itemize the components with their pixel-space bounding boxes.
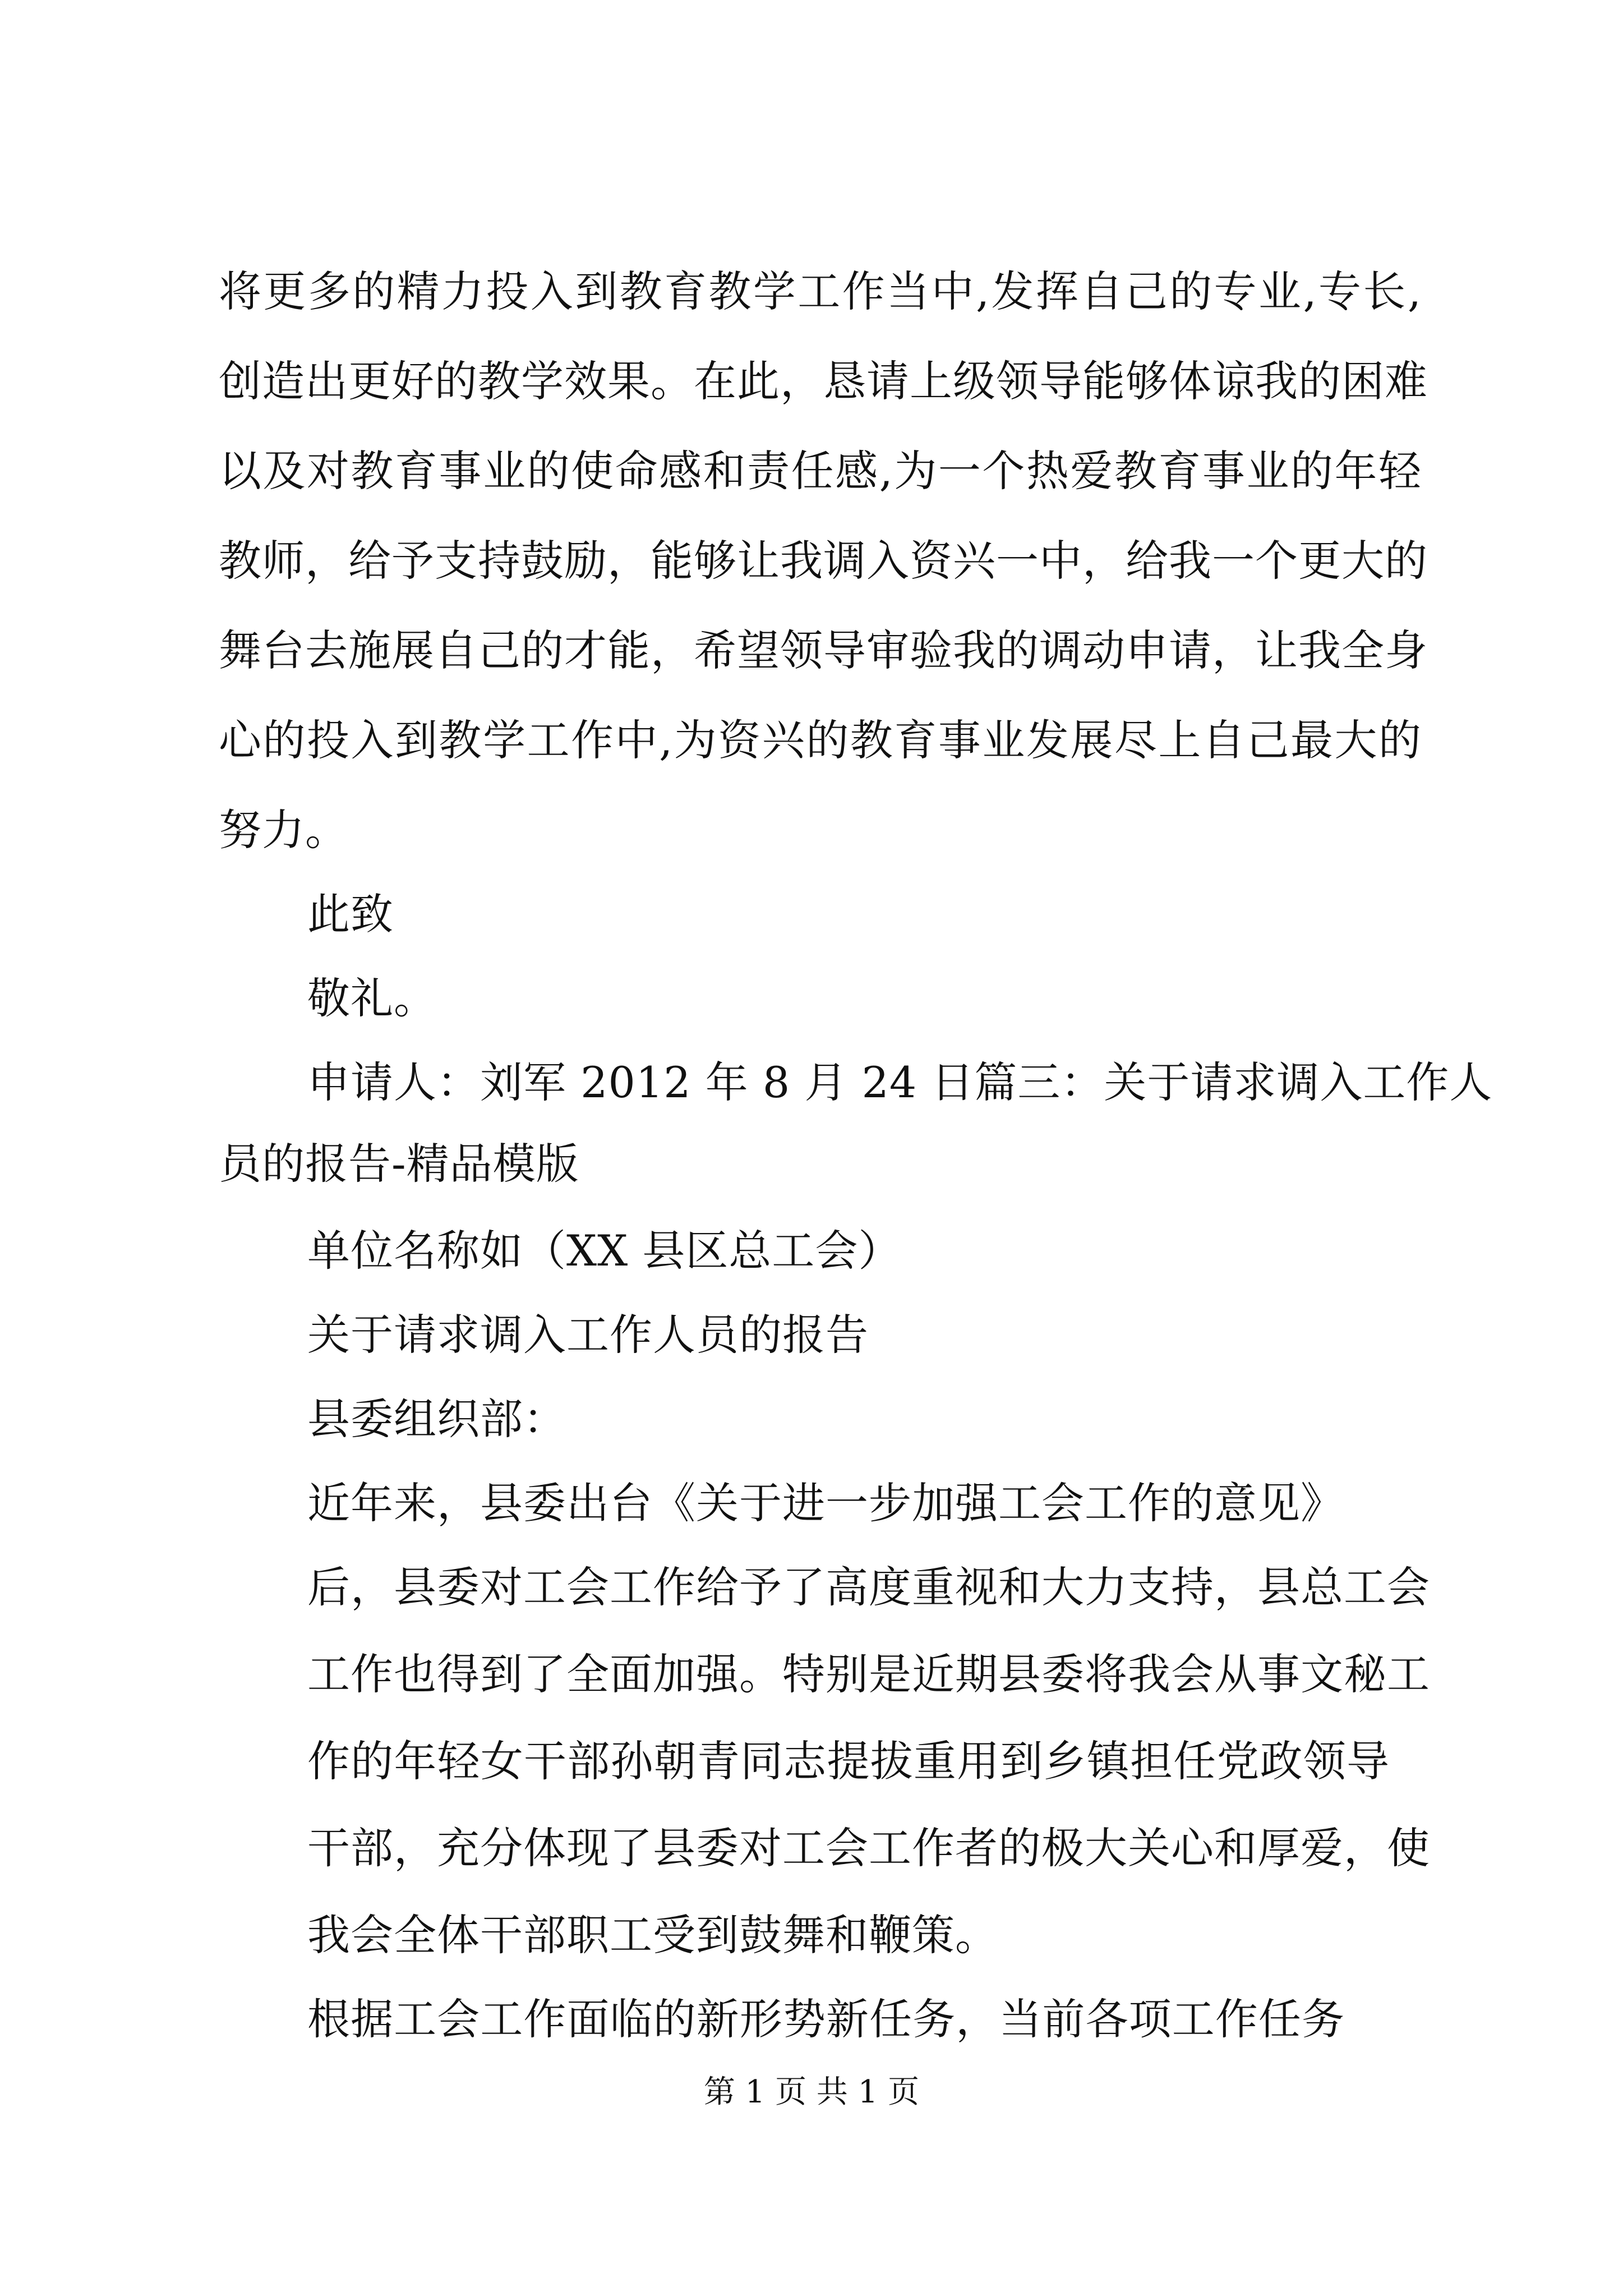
body-text-line: 教师，给予支持鼓励，能够让我调入资兴一中，给我一个更大的 [219,536,1428,586]
body-text-line: 根据工会工作面临的新形势新任务，当前各项工作任务 [307,1994,1345,2044]
page-footer: 第 1 页 共 1 页 [703,2074,920,2110]
body-text-line: 努力。 [219,805,348,855]
body-text-line: 近年来，县委出台《关于进一步加强工会工作的意见》 [307,1478,1344,1528]
body-text-line: 工作也得到了全面加强。特别是近期县委将我会从事文秘工 [307,1649,1430,1699]
body-text-line: 作的年轻女干部孙朝青同志提拔重用到乡镇担任党政领导 [307,1736,1390,1786]
body-text-line: 心的投入到教学工作中,为资兴的教育事业发展尽上自己最大的 [219,715,1422,765]
addressee-line: 县委组织部： [307,1394,566,1444]
body-text-line: 干部，充分体现了县委对工会工作者的极大关心和厚爱，使 [307,1823,1430,1873]
report-title-line: 关于请求调入工作人员的报告 [307,1310,869,1360]
body-text-line: 我会全体干部职工受到鼓舞和鞭策。 [307,1910,998,1960]
body-text-line: 舞台去施展自己的才能，希望领导审验我的调动申请，让我全身 [219,625,1428,675]
salutation-line: 此致 [307,889,394,939]
body-text-line: 员的报告-精品模版 [219,1139,579,1189]
body-text-line: 创造出更好的教学效果。在此，恳请上级领导能够体谅我的困难 [219,356,1428,406]
body-text-line: 将更多的精力投入到教育教学工作当中,发挥自己的专业,专长, [219,266,1422,316]
applicant-line: 申请人：刘军 2012 年 8 月 24 日篇三：关于请求调入工作人 [307,1057,1493,1107]
unit-name-line: 单位名称如（XX 县区总工会） [307,1226,902,1276]
body-text-line: 后，县委对工会工作给予了高度重视和大力支持，县总工会 [307,1562,1430,1612]
body-text-line: 以及对教育事业的使命感和责任感,为一个热爱教育事业的年轻 [219,446,1422,496]
salutation-line: 敬礼。 [307,973,437,1023]
